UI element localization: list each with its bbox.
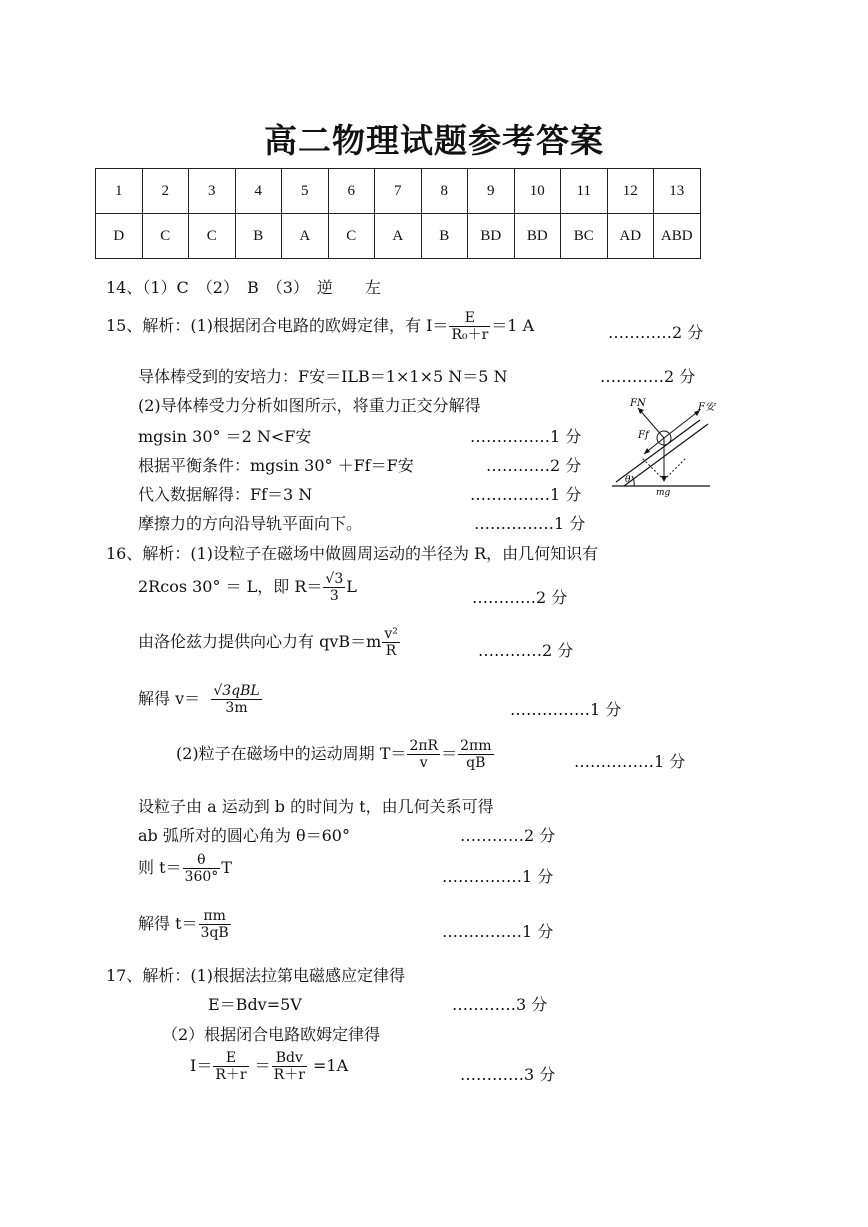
table-row-answers bbox=[96, 214, 701, 259]
table-cell: 10 bbox=[514, 169, 561, 214]
q15-l4-points: ……………1 分 bbox=[470, 427, 582, 446]
arrowhead-mg bbox=[661, 476, 667, 482]
q15-line-4: mgsin 30° ＝2 N<F安 bbox=[138, 427, 312, 446]
q16-l3-num: v² bbox=[384, 626, 398, 642]
q17-line-4 bbox=[190, 1050, 348, 1083]
q16-l8-pre: 则 t＝ bbox=[138, 858, 182, 878]
q15-line-6: 代入数据解得：Ff＝3 N bbox=[138, 485, 313, 504]
q16-l5-den-2: qB bbox=[466, 755, 486, 772]
q16-l3-den: R bbox=[385, 643, 397, 660]
table-cell: A bbox=[375, 214, 422, 259]
q17-l4-points: …………3 分 bbox=[460, 1065, 556, 1084]
q16-l5-num-2: 2πm bbox=[460, 738, 492, 754]
q16-l4-num: √3qBL bbox=[213, 683, 260, 699]
q17-l4-fraction-1 bbox=[213, 1050, 248, 1083]
table-cell: BD bbox=[468, 214, 515, 259]
q16-l2-post: L bbox=[346, 577, 357, 597]
table-cell: 1 bbox=[96, 169, 143, 214]
q16-l8-post: T bbox=[221, 858, 232, 878]
table-cell: ABD bbox=[654, 214, 701, 259]
table-cell: 12 bbox=[607, 169, 654, 214]
table-cell: 11 bbox=[561, 169, 608, 214]
table-cell: C bbox=[328, 214, 375, 259]
q16-l4-fraction bbox=[211, 683, 261, 716]
table-cell: 7 bbox=[375, 169, 422, 214]
table-cell: A bbox=[282, 214, 329, 259]
q16-l8-num: θ bbox=[183, 852, 221, 869]
angle-arc bbox=[632, 476, 634, 486]
q16-l5-fraction-1 bbox=[407, 738, 440, 771]
q16-l5-den-1: v bbox=[419, 755, 428, 772]
q16-l5-eq: ＝ bbox=[441, 744, 458, 764]
q16-l4-den: 3m bbox=[225, 700, 248, 717]
q16-l5-fraction-2 bbox=[458, 738, 493, 771]
q17-line-3: （2）根据闭合电路欧姆定律得 bbox=[162, 1025, 381, 1044]
table-cell: 6 bbox=[328, 169, 375, 214]
force-diagram bbox=[608, 392, 718, 502]
q15-l1-num: E bbox=[449, 310, 490, 327]
table-row-numbers bbox=[96, 169, 701, 214]
q16-l9-den: 3qB bbox=[200, 925, 229, 942]
q15-l6-points: ……………1 分 bbox=[470, 485, 582, 504]
q17-l4-fraction-2 bbox=[272, 1050, 307, 1083]
q16-line-3 bbox=[138, 626, 401, 659]
q16-l9-points: ……………1 分 bbox=[442, 922, 554, 941]
q16-l8-fraction bbox=[183, 852, 221, 885]
q16-l5-points: ……………1 分 bbox=[574, 752, 686, 771]
table-cell: B bbox=[235, 214, 282, 259]
q16-l4-points: ……………1 分 bbox=[510, 700, 622, 719]
table-cell: 2 bbox=[142, 169, 189, 214]
q17-l4-eq: ＝ bbox=[254, 1056, 271, 1076]
q16-l3-points: …………2 分 bbox=[478, 641, 574, 660]
q16-line-6: 设粒子由 a 运动到 b 的时间为 t，由几何关系可得 bbox=[138, 797, 494, 816]
q17-l4-den-2: R＋r bbox=[273, 1067, 305, 1084]
q15-l2-points: …………2 分 bbox=[600, 367, 696, 386]
table-cell: BD bbox=[514, 214, 561, 259]
q16-line-9 bbox=[138, 908, 232, 941]
q16-line-5 bbox=[176, 738, 495, 771]
q15-l5-points: …………2 分 bbox=[486, 456, 582, 475]
label-fa: F安 bbox=[698, 402, 715, 413]
q16-l9-fraction bbox=[199, 908, 231, 941]
q16-line-1: 16、解析：(1)设粒子在磁场中做圆周运动的半径为 R，由几何知识有 bbox=[106, 544, 599, 563]
q17-line-2: E＝Bdv=5V bbox=[208, 995, 302, 1014]
q16-l2-num: √3 bbox=[325, 571, 344, 587]
q16-line-4 bbox=[138, 683, 263, 716]
q15-line-5: 根据平衡条件：mgsin 30° ＋Ff＝F安 bbox=[138, 456, 414, 475]
table-cell: C bbox=[142, 214, 189, 259]
table-cell: 3 bbox=[189, 169, 236, 214]
q15-line-1 bbox=[106, 310, 534, 343]
q15-line-7: 摩擦力的方向沿导轨平面向下。 bbox=[138, 514, 363, 533]
q16-l2-den: 3 bbox=[329, 588, 339, 605]
table-cell: D bbox=[96, 214, 143, 259]
answer-table bbox=[95, 168, 701, 259]
q17-line-1: 17、解析：(1)根据法拉第电磁感应定律得 bbox=[106, 966, 406, 985]
q16-l8-points: ……………1 分 bbox=[442, 867, 554, 886]
table-cell: C bbox=[189, 214, 236, 259]
rail-line-lower bbox=[616, 420, 700, 482]
q14-answer: 14、（1）C （2） B （3） 逆 左 bbox=[106, 278, 381, 297]
q17-l4-post: =1A bbox=[313, 1056, 349, 1076]
q16-l5-num-1: 2πR bbox=[409, 738, 439, 754]
q15-l1-fraction bbox=[449, 310, 490, 343]
q15-line-2: 导体棒受到的安培力：F安＝ILB＝1×1×5 N＝5 N bbox=[138, 367, 508, 386]
q16-l3-fraction bbox=[382, 626, 400, 659]
table-cell: 4 bbox=[235, 169, 282, 214]
q16-l9-num: πm bbox=[199, 908, 231, 925]
q17-l4-den-1: R＋r bbox=[215, 1067, 247, 1084]
q16-l4-pre: 解得 v＝ bbox=[138, 689, 201, 709]
label-mg: mg bbox=[656, 488, 671, 498]
q16-l2-points: …………2 分 bbox=[472, 588, 568, 607]
q15-l1-points: …………2 分 bbox=[608, 323, 704, 342]
q17-l4-pre: I＝ bbox=[190, 1056, 213, 1076]
table-cell: 9 bbox=[468, 169, 515, 214]
q16-l2-fraction bbox=[323, 571, 345, 604]
label-theta: θ bbox=[625, 475, 631, 485]
q16-l2-pre: 2Rcos 30° ＝ L，即 R＝ bbox=[138, 577, 323, 597]
table-cell: 8 bbox=[421, 169, 468, 214]
q16-line-7: ab 弧所对的圆心角为 θ＝60° bbox=[138, 826, 350, 845]
q16-l9-pre: 解得 t＝ bbox=[138, 914, 198, 934]
q17-l4-num-2: Bdv bbox=[272, 1050, 307, 1067]
table-cell: AD bbox=[607, 214, 654, 259]
table-cell: BC bbox=[561, 214, 608, 259]
q16-l5-pre: (2)粒子在磁场中的运动周期 T＝ bbox=[176, 744, 407, 764]
q15-l1-post: ＝1 A bbox=[491, 316, 535, 336]
q15-l1-pre: 15、解析：(1)根据闭合电路的欧姆定律，有 I＝ bbox=[106, 316, 449, 336]
q15-line-3: (2)导体棒受力分析如图所示，将重力正交分解得 bbox=[138, 396, 481, 415]
q16-line-8 bbox=[138, 852, 232, 885]
table-cell: B bbox=[421, 214, 468, 259]
page-title: 高二物理试题参考答案 bbox=[264, 121, 604, 160]
label-fn: FN bbox=[630, 398, 646, 409]
label-ff: Ff bbox=[638, 430, 649, 441]
q16-l3-pre: 由洛伦兹力提供向心力有 qvB＝m bbox=[138, 632, 382, 652]
q15-l7-points: ……………1 分 bbox=[474, 514, 586, 533]
q16-l7-points: …………2 分 bbox=[460, 826, 556, 845]
table-cell: 13 bbox=[654, 169, 701, 214]
q16-l8-den: 360° bbox=[184, 869, 219, 886]
table-cell: 5 bbox=[282, 169, 329, 214]
dashed-component-1 bbox=[642, 458, 664, 480]
q17-l4-num-1: E bbox=[213, 1050, 248, 1067]
q17-l2-points: …………3 分 bbox=[452, 995, 548, 1014]
arrowhead-ff bbox=[644, 448, 650, 454]
dashed-component-2 bbox=[664, 458, 686, 480]
q15-l1-den: R₀＋r bbox=[451, 327, 489, 344]
q16-line-2 bbox=[138, 571, 357, 604]
